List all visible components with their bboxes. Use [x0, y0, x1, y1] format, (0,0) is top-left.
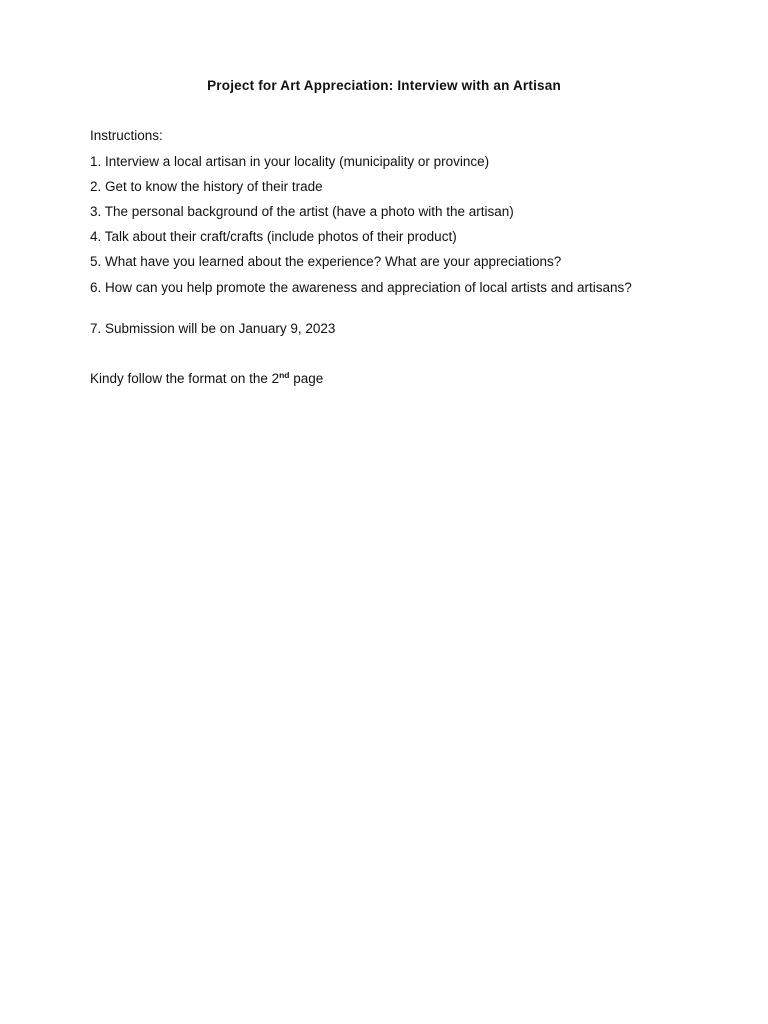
- instruction-item-5: 5. What have you learned about the experience? What are your appreciations?: [90, 254, 562, 269]
- format-note-prefix: Kindy follow the format on the 2: [90, 371, 280, 386]
- instruction-item-7: 7. Submission will be on January 9, 2023: [90, 321, 336, 336]
- document-title: Project for Art Appreciation: Interview with an Artisan: [207, 78, 561, 93]
- instruction-item-2: 2. Get to know the history of their trade: [90, 179, 323, 194]
- instruction-item-4: 4. Talk about their craft/crafts (include photos of their product): [90, 229, 457, 244]
- format-note-superscript: nd: [279, 370, 290, 380]
- instruction-item-3: 3. The personal background of the artist (have a photo with the artisan): [90, 204, 514, 219]
- format-note-suffix: page: [289, 371, 324, 386]
- instruction-item-6: 6. How can you help promote the awareness and appreciation of local artists and artisans?: [90, 280, 632, 295]
- instructions-label: Instructions:: [90, 128, 163, 143]
- format-note: [90, 371, 650, 388]
- instruction-item-1: 1. Interview a local artisan in your locality (municipality or province): [90, 154, 490, 169]
